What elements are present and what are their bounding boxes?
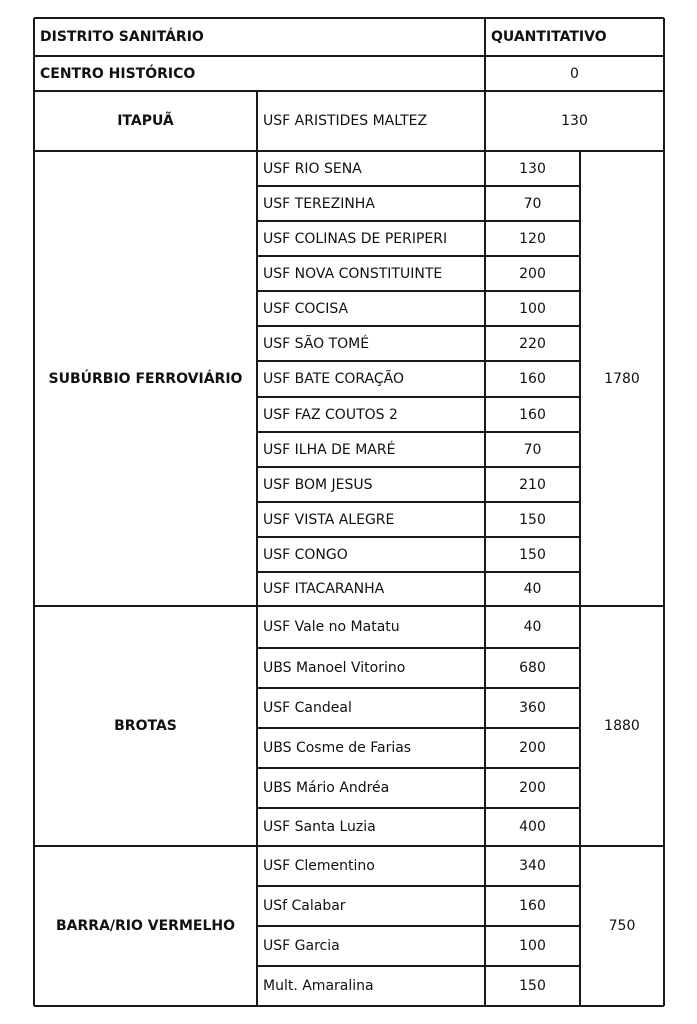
unit-value: 70 xyxy=(523,195,542,212)
unit-name: USF RIO SENA xyxy=(263,160,362,177)
district-total: 130 xyxy=(561,113,588,129)
unit-value: 210 xyxy=(519,476,546,493)
unit-name: USF ARISTIDES MALTEZ xyxy=(263,113,428,129)
unit-row-divider xyxy=(257,571,580,573)
unit-value: 200 xyxy=(519,740,546,756)
unit-row-divider xyxy=(257,360,580,362)
district-total: 750 xyxy=(608,918,636,934)
unit-value: 150 xyxy=(519,511,546,528)
table-right-border xyxy=(663,18,665,1006)
unit-value: 160 xyxy=(519,371,546,387)
unit-name: UBS Manoel Vitorino xyxy=(263,660,406,676)
unit-row-divider xyxy=(257,807,580,809)
unit-row-divider xyxy=(257,536,580,538)
unit-row-divider xyxy=(257,767,580,769)
unit-value: 200 xyxy=(519,265,546,282)
unit-name: USF Garcia xyxy=(263,938,340,954)
unit-row-divider xyxy=(257,687,580,689)
district-name: ITAPUÃ xyxy=(117,113,174,129)
unit-row-divider xyxy=(257,466,580,468)
unit-name: UBS Mário Andréa xyxy=(263,780,390,796)
unit-value: 100 xyxy=(519,300,546,317)
district-separator xyxy=(34,1005,664,1007)
header-quantity: QUANTITATIVO xyxy=(491,29,607,45)
unit-name: USF BATE CORAÇÃO xyxy=(263,371,404,387)
unit-row-divider xyxy=(257,255,580,257)
unit-row-divider xyxy=(257,925,580,927)
unit-value: 130 xyxy=(519,160,546,177)
unit-row-divider xyxy=(257,647,580,649)
unit-value: 150 xyxy=(519,546,546,563)
unit-value: 360 xyxy=(519,700,546,716)
district-total: 1880 xyxy=(604,718,640,734)
unit-name: USF Vale no Matatu xyxy=(263,619,400,635)
unit-value: 220 xyxy=(519,335,546,352)
unit-name: UBS Cosme de Farias xyxy=(263,740,412,756)
unit-row-divider xyxy=(257,501,580,503)
unit-row-divider xyxy=(257,965,580,967)
unit-value: 150 xyxy=(519,978,546,994)
unit-value: 680 xyxy=(519,660,546,676)
unit-name: USF Candeal xyxy=(263,700,352,716)
unit-column-divider xyxy=(256,91,258,1006)
unit-name: USF NOVA CONSTITUINTE xyxy=(263,265,443,282)
unit-row-divider xyxy=(257,727,580,729)
unit-name: USf Calabar xyxy=(263,898,346,914)
unit-value: 40 xyxy=(523,619,542,635)
unit-name: USF Clementino xyxy=(263,858,375,874)
district-separator xyxy=(34,150,664,152)
district-name: CENTRO HISTÓRICO xyxy=(40,65,196,82)
total-column-divider xyxy=(579,151,581,1006)
unit-value: 120 xyxy=(519,230,546,247)
district-name: SUBÚRBIO FERROVIÁRIO xyxy=(48,370,243,387)
unit-value: 70 xyxy=(523,441,542,458)
unit-name: USF ITACARANHA xyxy=(263,581,385,597)
unit-name: USF ILHA DE MARÉ xyxy=(263,441,396,458)
unit-row-divider xyxy=(257,885,580,887)
unit-name: USF CONGO xyxy=(263,546,348,563)
unit-row-divider xyxy=(257,396,580,398)
unit-name: USF BOM JESUS xyxy=(263,476,373,493)
unit-value: 200 xyxy=(519,780,546,796)
header-bottom-border xyxy=(34,55,664,57)
district-total: 0 xyxy=(570,65,579,82)
unit-row-divider xyxy=(257,290,580,292)
unit-value: 340 xyxy=(519,858,546,874)
district-separator xyxy=(34,845,664,847)
quantity-column-divider xyxy=(484,18,486,1006)
district-total: 1780 xyxy=(604,370,640,387)
district-name: BARRA/RIO VERMELHO xyxy=(56,918,235,934)
unit-name: Mult. Amaralina xyxy=(263,978,374,994)
unit-name: USF SÃO TOMÉ xyxy=(263,335,370,352)
table-top-border xyxy=(34,17,664,19)
unit-name: USF TEREZINHA xyxy=(263,195,375,212)
unit-name: USF COCISA xyxy=(263,300,349,317)
unit-row-divider xyxy=(257,325,580,327)
district-separator xyxy=(34,605,664,607)
table-left-border xyxy=(33,18,35,1006)
unit-row-divider xyxy=(257,220,580,222)
unit-name: USF Santa Luzia xyxy=(263,819,376,835)
header-district: DISTRITO SANITÁRIO xyxy=(40,29,204,45)
unit-value: 40 xyxy=(523,581,542,597)
unit-row-divider xyxy=(257,431,580,433)
unit-name: USF VISTA ALEGRE xyxy=(263,511,395,528)
district-separator xyxy=(34,90,664,92)
unit-name: USF COLINAS DE PERIPERI xyxy=(263,230,448,247)
unit-row-divider xyxy=(257,185,580,187)
unit-value: 400 xyxy=(519,819,546,835)
unit-value: 100 xyxy=(519,938,546,954)
district-name: BROTAS xyxy=(114,718,177,734)
unit-name: USF FAZ COUTOS 2 xyxy=(263,406,398,423)
unit-value: 160 xyxy=(519,898,546,914)
unit-value: 160 xyxy=(519,406,546,423)
